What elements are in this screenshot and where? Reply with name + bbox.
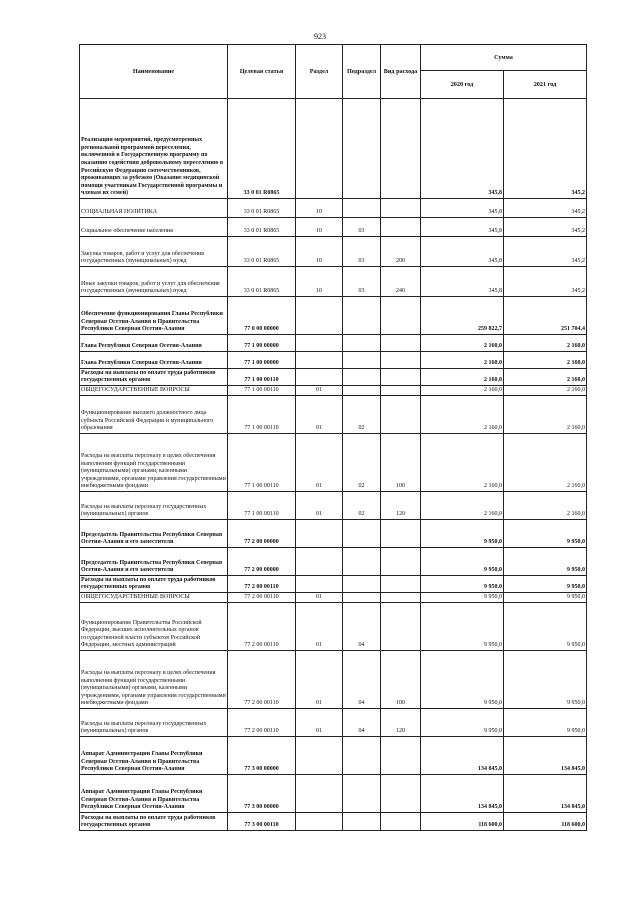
row-subsection: [343, 335, 381, 352]
row-value-2021: 9 950,0: [504, 548, 587, 576]
table-row: [80, 218, 587, 237]
row-target-code: 77 1 00 00110: [228, 386, 296, 396]
row-value-2021: 345,2: [504, 237, 587, 267]
table-row: [80, 369, 587, 386]
row-expense-type: [381, 335, 421, 352]
row-expense-type: [381, 369, 421, 386]
budget-table: [79, 44, 587, 831]
table-row: [80, 199, 587, 218]
row-value-2021: 9 950,0: [504, 520, 587, 548]
row-name: Расходы на выплаты по оплате труда работников государственных органов: [80, 576, 228, 593]
row-expense-type: 120: [381, 492, 421, 520]
row-target-code: 33 0 01 R0865: [228, 199, 296, 218]
row-target-code: 33 0 01 R0865: [228, 237, 296, 267]
row-target-code: 77 2 00 00000: [228, 548, 296, 576]
table-row: [80, 651, 587, 709]
header-subsection: Подраздел: [343, 45, 381, 99]
row-name: ОБЩЕГОСУДАРСТВЕННЫЕ ВОПРОСЫ: [80, 593, 228, 603]
row-target-code: 77 2 00 00110: [228, 593, 296, 603]
row-section: 10: [296, 199, 343, 218]
table-row: [80, 576, 587, 593]
row-value-2020: 345,8: [421, 99, 504, 199]
row-target-code: 77 1 00 00000: [228, 352, 296, 369]
row-target-code: 77 1 00 00110: [228, 369, 296, 386]
row-value-2020: 345,8: [421, 199, 504, 218]
row-value-2020: 9 950,0: [421, 593, 504, 603]
table-body: [80, 99, 587, 831]
table-row: [80, 603, 587, 651]
row-subsection: [343, 813, 381, 831]
row-name: Расходы на выплаты персоналу государственных (муниципальных) органов: [80, 492, 228, 520]
row-value-2020: 345,8: [421, 218, 504, 237]
row-value-2021: 2 160,0: [504, 396, 587, 434]
header-expense-type: Вид расхода: [381, 45, 421, 99]
row-target-code: 77 0 00 00000: [228, 297, 296, 335]
row-value-2021: 2 160,0: [504, 335, 587, 352]
row-section: [296, 297, 343, 335]
table-row: [80, 267, 587, 297]
row-value-2021: 2 160,0: [504, 434, 587, 492]
row-subsection: [343, 352, 381, 369]
row-value-2020: 9 950,0: [421, 709, 504, 737]
table-row: [80, 386, 587, 396]
row-subsection: [343, 593, 381, 603]
row-value-2021: 345,2: [504, 267, 587, 297]
row-expense-type: [381, 396, 421, 434]
table-row: [80, 396, 587, 434]
row-section: [296, 548, 343, 576]
row-name: Иные закупки товаров, работ и услуг для обеспечения государственных (муниципальных) нужд: [80, 267, 228, 297]
row-expense-type: 240: [381, 267, 421, 297]
table-row: [80, 737, 587, 775]
row-expense-type: [381, 199, 421, 218]
table-row: [80, 434, 587, 492]
row-value-2021: 345,2: [504, 199, 587, 218]
row-subsection: 02: [343, 492, 381, 520]
row-subsection: 03: [343, 218, 381, 237]
row-expense-type: 200: [381, 237, 421, 267]
table-row: [80, 709, 587, 737]
row-expense-type: [381, 352, 421, 369]
table-row: [80, 237, 587, 267]
row-value-2020: 2 160,0: [421, 369, 504, 386]
row-name: Социальное обеспечение населения: [80, 218, 228, 237]
row-target-code: 77 1 00 00110: [228, 434, 296, 492]
row-target-code: 77 3 00 00000: [228, 737, 296, 775]
row-value-2021: 2 160,0: [504, 352, 587, 369]
row-name: Расходы на выплаты персоналу государственных (муниципальных) органов: [80, 709, 228, 737]
row-value-2021: 9 950,0: [504, 593, 587, 603]
row-value-2020: 345,8: [421, 267, 504, 297]
table-row: [80, 593, 587, 603]
row-name: Аппарат Администрации Главы Республики Северная Осетия-Алания и Правительства Республики Северная Осетия-Алания: [80, 775, 228, 813]
row-value-2020: 118 600,0: [421, 813, 504, 831]
row-name: Обеспечение функционирования Главы Республики Северная Осетия-Алания и Правительства Республики Северная Осетия-Алания: [80, 297, 228, 335]
row-subsection: [343, 369, 381, 386]
row-value-2020: 2 160,0: [421, 396, 504, 434]
row-subsection: [343, 99, 381, 199]
row-name: Реализация мероприятий, предусмотренных региональной программой переселения, включенной в Государственную программу по оказанию содействия добровольному переселению в Российскую Федерацию соотечественников, проживающих за рубежом (Оказание медицинской помощи участникам Государственной программы и членам их семей): [80, 99, 228, 199]
row-value-2020: 2 160,0: [421, 335, 504, 352]
row-value-2021: 134 845,0: [504, 737, 587, 775]
row-name: Функционирование высшего должностного лица субъекта Российской Федерации и муниципального образования: [80, 396, 228, 434]
row-section: 10: [296, 237, 343, 267]
row-value-2021: 2 160,0: [504, 492, 587, 520]
row-subsection: 04: [343, 651, 381, 709]
row-subsection: 03: [343, 237, 381, 267]
row-expense-type: [381, 297, 421, 335]
row-value-2021: 345,2: [504, 218, 587, 237]
row-target-code: 77 3 00 00000: [228, 775, 296, 813]
header-year-2021: 2021 год: [504, 71, 587, 99]
row-value-2020: 9 950,0: [421, 548, 504, 576]
row-section: [296, 352, 343, 369]
row-value-2020: 9 950,0: [421, 603, 504, 651]
row-value-2020: 2 160,0: [421, 492, 504, 520]
page-number: 923: [314, 32, 326, 41]
row-subsection: [343, 548, 381, 576]
table-row: [80, 520, 587, 548]
row-section: [296, 520, 343, 548]
row-subsection: 04: [343, 603, 381, 651]
row-expense-type: 100: [381, 434, 421, 492]
row-subsection: [343, 199, 381, 218]
row-section: [296, 737, 343, 775]
row-section: 01: [296, 709, 343, 737]
row-value-2021: 2 160,0: [504, 369, 587, 386]
row-value-2021: 2 160,0: [504, 386, 587, 396]
row-value-2020: 9 950,0: [421, 576, 504, 593]
row-name: Аппарат Администрации Главы Республики Северная Осетия-Алания и Правительства Республики Северная Осетия-Алания: [80, 737, 228, 775]
table-row: [80, 352, 587, 369]
row-expense-type: [381, 737, 421, 775]
row-target-code: 77 1 00 00110: [228, 396, 296, 434]
table-row: [80, 335, 587, 352]
header-year-2020: 2020 год: [421, 71, 504, 99]
row-value-2020: 134 845,0: [421, 737, 504, 775]
row-value-2021: 9 950,0: [504, 651, 587, 709]
row-target-code: 77 3 00 00110: [228, 813, 296, 831]
row-subsection: [343, 576, 381, 593]
table-row: [80, 813, 587, 831]
row-value-2020: 134 845,0: [421, 775, 504, 813]
row-expense-type: [381, 386, 421, 396]
row-name: Расходы на выплаты по оплате труда работников государственных органов: [80, 813, 228, 831]
row-expense-type: [381, 520, 421, 548]
row-subsection: [343, 297, 381, 335]
row-value-2021: 345,2: [504, 99, 587, 199]
row-name: Закупка товаров, работ и услуг для обеспечения государственных (муниципальных) нужд: [80, 237, 228, 267]
row-target-code: 77 1 00 00110: [228, 492, 296, 520]
row-section: 01: [296, 386, 343, 396]
table-row: [80, 775, 587, 813]
row-value-2021: 134 845,0: [504, 775, 587, 813]
row-section: 01: [296, 651, 343, 709]
row-expense-type: [381, 603, 421, 651]
row-subsection: [343, 520, 381, 548]
table-row: [80, 99, 587, 199]
row-section: 01: [296, 492, 343, 520]
row-expense-type: 100: [381, 651, 421, 709]
row-value-2021: 9 950,0: [504, 603, 587, 651]
row-name: Функционирование Правительства Российской Федерации, высших исполнительных органов государственной власти субъектов Российской Федерации, местных администраций: [80, 603, 228, 651]
table-row: [80, 492, 587, 520]
row-target-code: 77 2 00 00000: [228, 520, 296, 548]
row-value-2020: 9 950,0: [421, 651, 504, 709]
row-value-2021: 251 704,4: [504, 297, 587, 335]
row-name: Председатель Правительства Республики Северная Осетия-Алания и его заместители: [80, 548, 228, 576]
header-target: Целевая статья: [228, 45, 296, 99]
row-subsection: 02: [343, 434, 381, 492]
row-subsection: 02: [343, 396, 381, 434]
row-section: 10: [296, 218, 343, 237]
row-name: Расходы на выплаты по оплате труда работников государственных органов: [80, 369, 228, 386]
row-value-2020: 9 950,0: [421, 520, 504, 548]
table-row: [80, 297, 587, 335]
row-expense-type: [381, 775, 421, 813]
row-expense-type: [381, 576, 421, 593]
row-value-2021: 9 950,0: [504, 709, 587, 737]
row-subsection: 04: [343, 709, 381, 737]
row-name: СОЦИАЛЬНАЯ ПОЛИТИКА: [80, 199, 228, 218]
row-name: Глава Республики Северная Осетия-Алания: [80, 352, 228, 369]
row-expense-type: [381, 548, 421, 576]
row-name: Председатель Правительства Республики Северная Осетия-Алания и его заместители: [80, 520, 228, 548]
row-target-code: 33 0 01 R0865: [228, 99, 296, 199]
row-name: Расходы на выплаты персоналу в целях обеспечения выполнения функций государственными (муниципальными) органами, казенными учреждениями, органами управления государственными внебюджетными фондами: [80, 651, 228, 709]
row-section: [296, 775, 343, 813]
row-expense-type: 120: [381, 709, 421, 737]
row-expense-type: [381, 593, 421, 603]
row-value-2020: 259 822,7: [421, 297, 504, 335]
row-value-2020: 2 160,0: [421, 386, 504, 396]
row-subsection: 03: [343, 267, 381, 297]
row-section: [296, 99, 343, 199]
header-section: Раздел: [296, 45, 343, 99]
row-section: 01: [296, 434, 343, 492]
row-target-code: 77 2 00 00110: [228, 603, 296, 651]
row-expense-type: [381, 218, 421, 237]
table-row: [80, 548, 587, 576]
row-target-code: 33 0 01 R0865: [228, 218, 296, 237]
row-target-code: 77 2 00 00110: [228, 651, 296, 709]
row-value-2021: 9 950,0: [504, 576, 587, 593]
row-target-code: 33 0 01 R0865: [228, 267, 296, 297]
row-name: Глава Республики Северная Осетия-Алания: [80, 335, 228, 352]
row-target-code: 77 2 00 00110: [228, 709, 296, 737]
row-target-code: 77 1 00 00000: [228, 335, 296, 352]
row-section: 01: [296, 396, 343, 434]
row-value-2020: 2 160,0: [421, 434, 504, 492]
row-name: ОБЩЕГОСУДАРСТВЕННЫЕ ВОПРОСЫ: [80, 386, 228, 396]
row-target-code: 77 2 00 00110: [228, 576, 296, 593]
header-sum: Сумма: [421, 45, 587, 71]
row-section: [296, 369, 343, 386]
row-expense-type: [381, 813, 421, 831]
row-section: 01: [296, 603, 343, 651]
row-subsection: [343, 737, 381, 775]
row-expense-type: [381, 99, 421, 199]
row-section: 01: [296, 593, 343, 603]
row-subsection: [343, 775, 381, 813]
row-value-2020: 2 160,0: [421, 352, 504, 369]
header-name: Наименование: [80, 45, 228, 99]
row-section: 10: [296, 267, 343, 297]
row-section: [296, 813, 343, 831]
row-value-2020: 345,8: [421, 237, 504, 267]
row-subsection: [343, 386, 381, 396]
row-section: [296, 335, 343, 352]
row-name: Расходы на выплаты персоналу в целях обеспечения выполнения функций государственными (муниципальными) органами, казенными учреждениями, органами управления государственными внебюджетными фондами: [80, 434, 228, 492]
row-value-2021: 118 600,0: [504, 813, 587, 831]
row-section: [296, 576, 343, 593]
